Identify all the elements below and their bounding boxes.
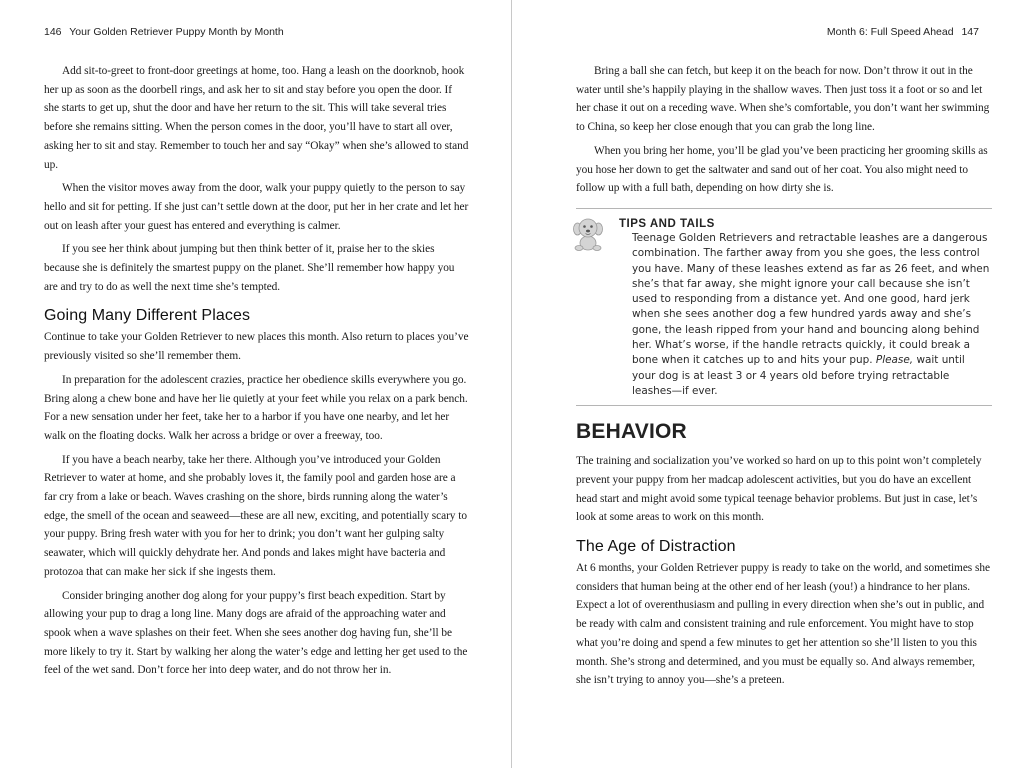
subheading-age-of-distraction: The Age of Distraction [576,538,736,555]
paragraph: If you have a beach nearby, take her there. Although you’ve introduced your Golden Retriever to water at home, and she probably loves it, the family pool and garden hose are a far cry from a lake or beach. Waves crashing on the shore, birds running along the water’s edge, the smell of the ocean and seaweed—these are all new, exciting, and potentially scary to your puppy. Bring fresh water with you for her to drink; you don’t want her gulping salty seawater, which will quickly dehydrate her. And ponds and lakes might have bacteria and protozoa that can make her sick if she ingests them. [44,453,467,578]
left-page-number: 146 [44,26,62,38]
subheading-going-places: Going Many Different Places [44,307,251,325]
section-heading-behavior: BEHAVIOR [576,420,687,444]
right-running-title: Month 6: Full Speed Ahead [826,26,954,38]
tips-title: TIPS AND TAILS [619,217,715,230]
paragraph: In preparation for the adolescent crazies, practice her obedience skills everywhere you go. Bring along a chew bone and have her lie quietly at your feet while you relax on a park bench. For a new sensation under her feet, take her to a harbor if you have one nearby, and let her walk on the floating docks. Walk her across a bridge or over a freeway, too. [44,373,468,442]
tips-body [632,231,992,399]
right-running-head [827,26,979,38]
left-running-head [44,26,284,38]
tips-and-tails-sidebar [576,208,992,406]
paragraph: If you see her think about jumping but then think better of it, praise her to the skies because she is definitely the smartest puppy on the planet. She’ll remember how happy you are and try to do as well the next time she’s tempted. [44,243,455,293]
tips-emphasis: Please, [875,354,914,367]
tips-text-end: wait until your dog is at least 3 or 4 years old before trying retractable leashes—if ever. [632,354,965,397]
paragraph: At 6 months, your Golden Retriever puppy is ready to take on the world, and sometimes she considers that human being at the other end of her leash (you!) a hindrance to her plans. Expect a lot of overenthusiasm and pulling in every direction when she’s out in public, and be ready with calm and consistent training and rule enforcement. You might have to stop what you’re doing and spend a few minutes to get her attention so she’ll listen to you this month. She’s strong and determined, and you must be equally so. And always remember, she isn’t trying to annoy you—she’s a preteen. [576,562,990,687]
paragraph: The training and socialization you’ve worked so hard on up to this point won’t completely prevent your puppy from her madcap adolescent activities, but you do have an excellent head start and might avoid some typical teenage behavior problems. But just in case, let’s look at some areas to work on this month. [576,455,982,524]
paragraph: When the visitor moves away from the door, walk your puppy quietly to the person to say hello and sit for petting. If she just can’t settle down at the door, put her in her crate and let her out on leash after your guest has entered and everything is calmer. [44,182,469,232]
right-text-column [576,62,992,695]
right-page [512,0,1024,768]
left-text-column [44,62,469,685]
puppy-icon [568,215,608,255]
tips-text: Teenage Golden Retrievers and retractable leashes are a dangerous combination. The farther away from you she goes, the less control you have. Many of these leashes extend as far as 26 feet, and when she’s that far away, she might ignore your call because she isn’t used to responding from a distance yet. And one good, hard jerk when she sees another dog a few hundred yards away and she’s gone, the leash ripped from your hand and bouncing along behind her. What’s worse, if the handle retracts quickly, it could break a bone when it catches up to and hits your pup. [632,231,990,367]
paragraph: When you bring her home, you’ll be glad you’ve been practicing her grooming skills as you hose her down to get the saltwater and sand out of her coat. You also might need to follow up with a full bath, depending on how dirty she is. [576,144,988,195]
paragraph: Add sit-to-greet to front-door greetings at home, too. Hang a leash on the doorknob, hook her up as soon as the doorbell rings, and ask her to sit and stay before you open the door. If she starts to get up, shut the door and have her return to the sit. This will take several tries before she remains sitting. When the person comes in the door, you’ll have to start all over, asking her to sit and stay. Remember to touch her and say “Okay” when she’s allowed to stand up. [44,65,469,171]
paragraph: Consider bringing another dog along for your puppy’s first beach expedition. Start by allowing your pup to drag a long line. Many dogs are afraid of the approaching water and spook when a wave splashes on their feet. When she sees another dog having fun, she’ll be more likely to try it. Start by walking her along the water’s edge and letting her get used to the feel of the wet sand. Don’t force her into deep water, and do not throw her in. [44,589,468,677]
left-running-title: Your Golden Retriever Puppy Month by Month [69,26,284,38]
paragraph: Bring a ball she can fetch, but keep it on the beach for now. Don’t throw it out in the water until she’s happily playing in the shallow waves. Then just toss it a foot or so and let her chase it out on a receding wave. When she’s comfortable, you don’t want her swimming to China, so keep her close enough that you can grab the long line. [576,65,990,134]
paragraph: Continue to take your Golden Retriever to new places this month. Also return to places you’ve previously visited so she’ll remember them. [44,331,469,363]
right-page-number: 147 [961,26,979,38]
